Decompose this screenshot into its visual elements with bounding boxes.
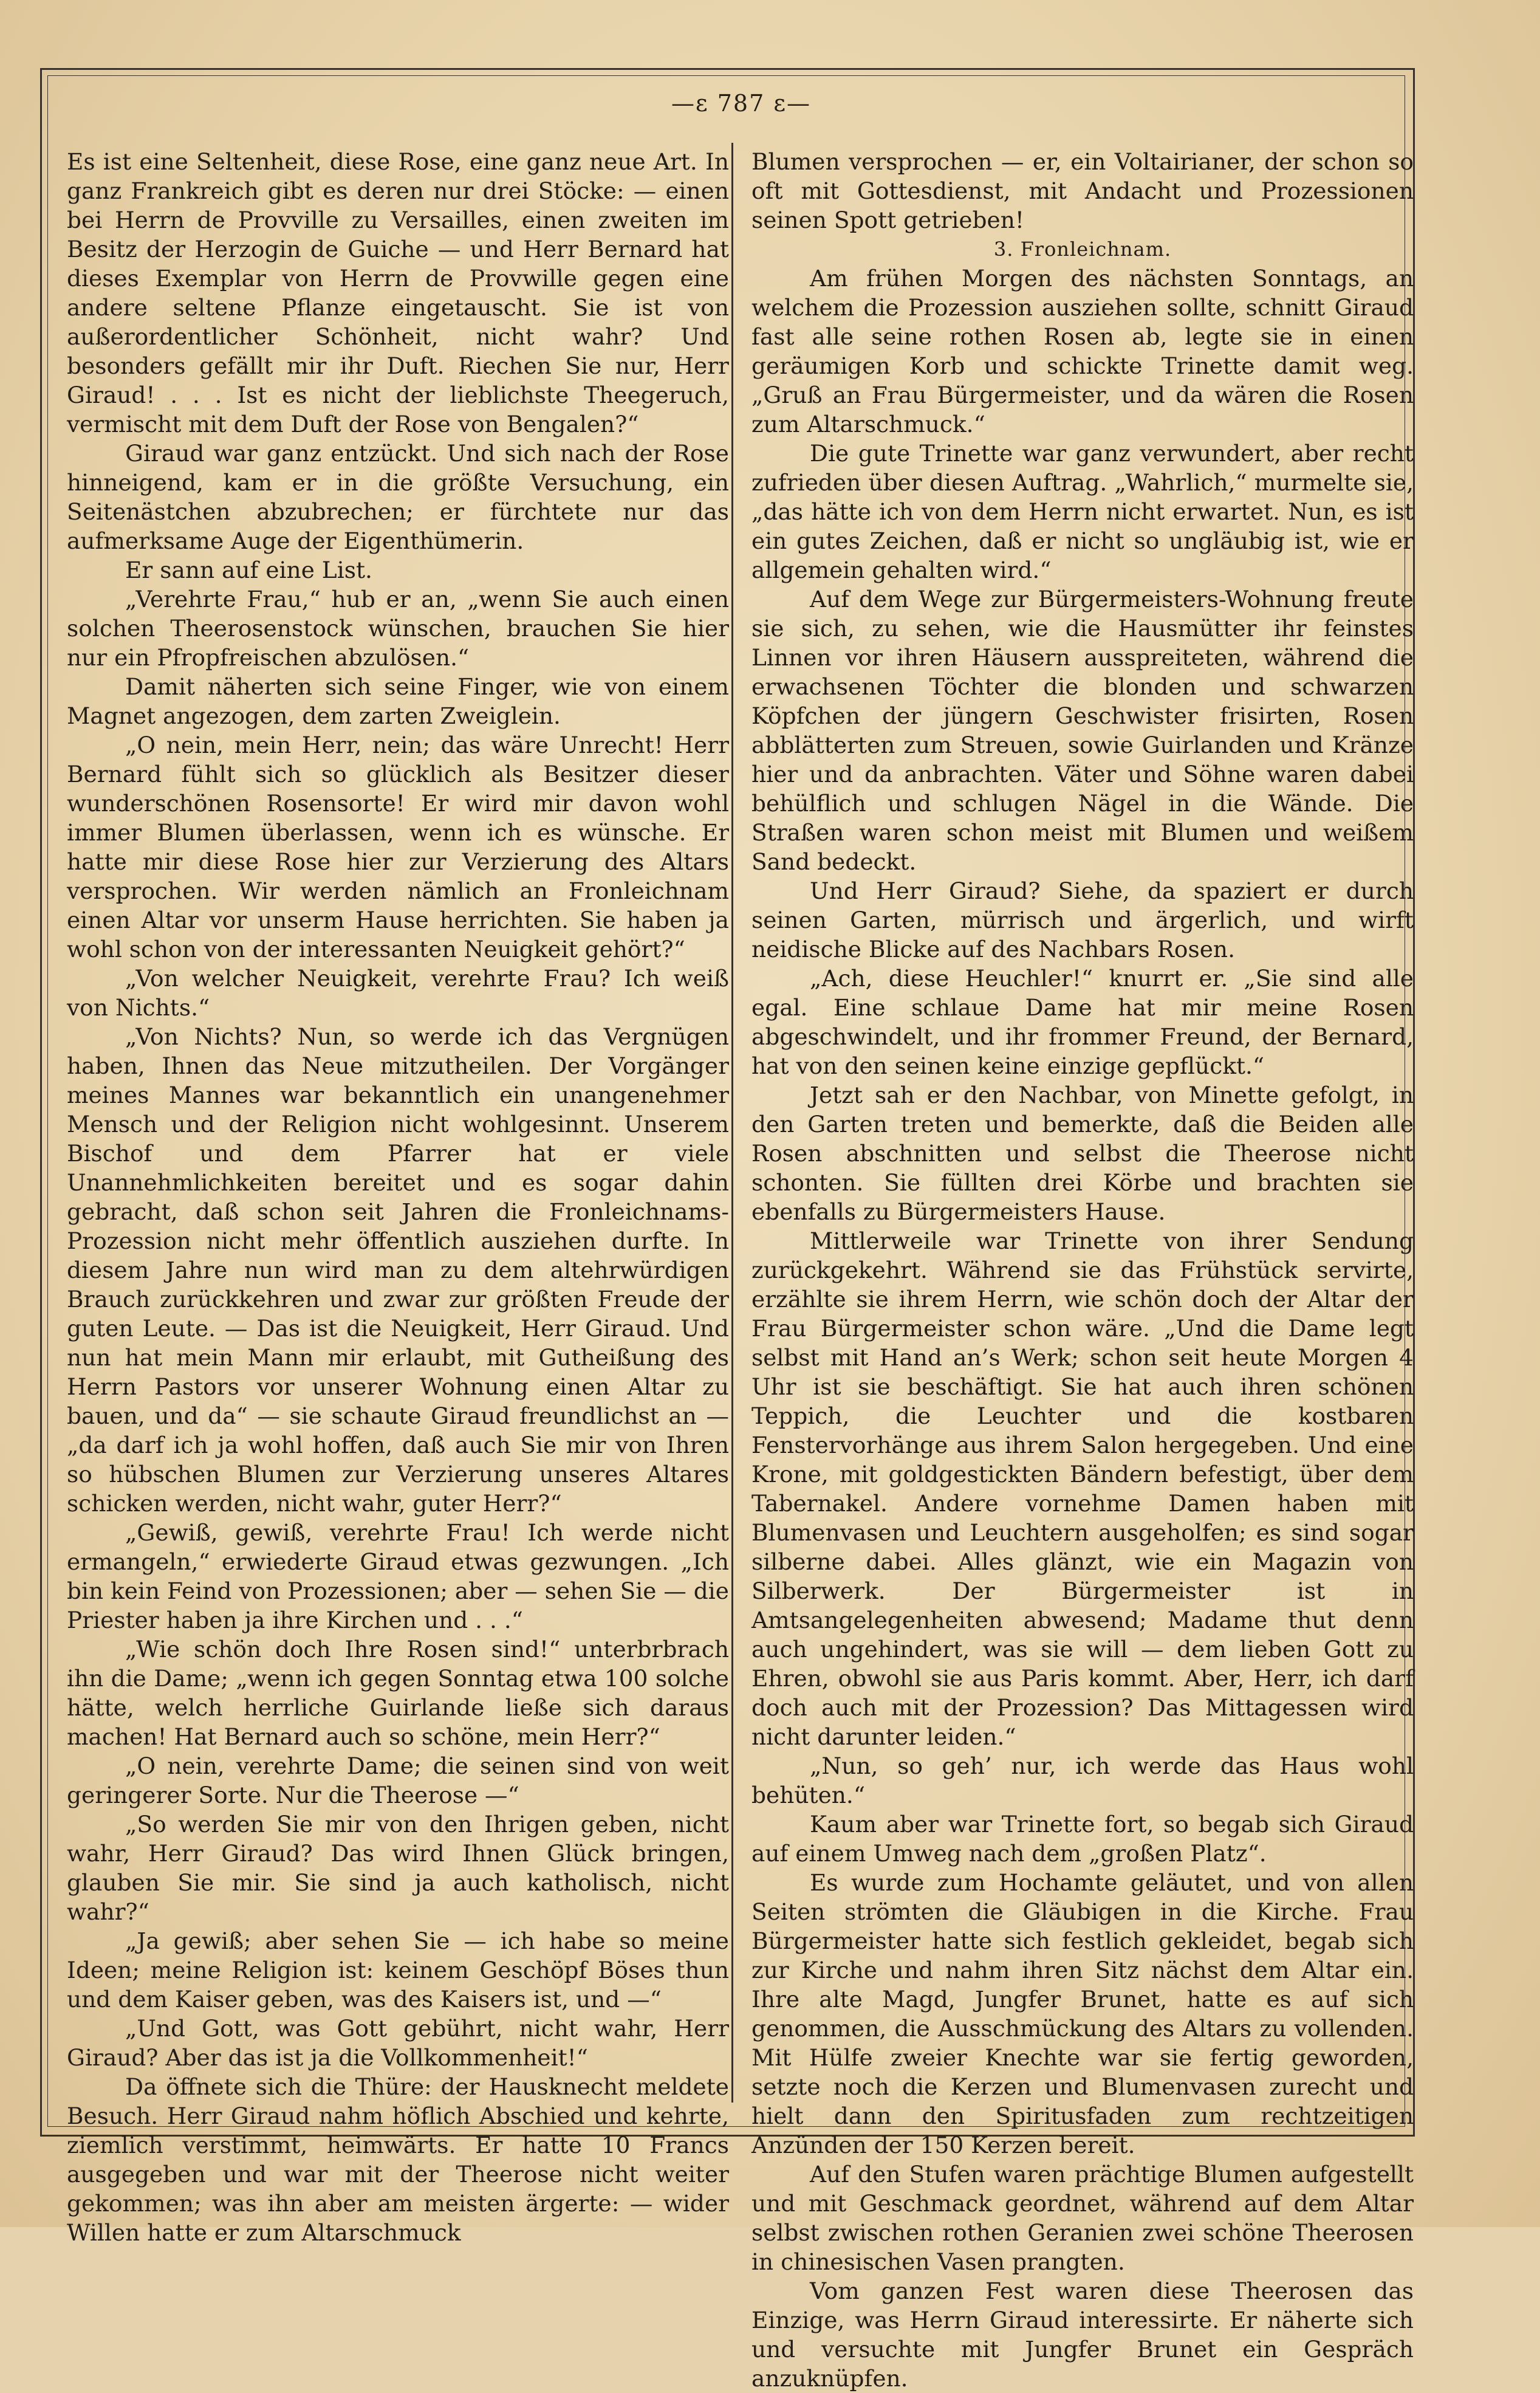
- paragraph: „Nun, so geh’ nur, ich werde das Haus wohl behüten.“: [751, 1753, 1414, 1808]
- paragraph: „Von Nichts? Nun, so werde ich das Vergnügen haben, Ihnen das Neue mitzutheilen. Der Vorgänger meines Mannes war bekanntlich ein unangenehmer Mensch und der Religion nicht wohlgesinnt. Unserem Bischof und dem Pfarrer hat er viele Unannehmlichkeiten bereitet und es sogar dahin gebracht, daß schon seit Jahren die Fronleichnams-Prozession nicht mehr öffentlich ausziehen durfte. In diesem Jahre nun wird man zu dem altehrwürdigen Brauch zurückkehren und zwar zur größten Freude der guten Leute. — Das ist die Neuigkeit, Herr Giraud. Und nun hat mein Mann mir erlaubt, mit Gutheißung des Herrn Pastors vor unserer Wohnung einen Altar zu bauen, und da“ — sie schaute Giraud freundlichst an — „da darf ich ja wohl hoffen, daß auch Sie mir von Ihren so hübschen Blumen zur Verzierung unseres Altares schicken werden, nicht wahr, guter Herr?“: [67, 1023, 729, 1517]
- paragraph: „Gewiß, gewiß, verehrte Frau! Ich werde nicht ermangeln,“ erwiederte Giraud etwas gezwungen. „Ich bin kein Feind von Prozessionen; aber — sehen Sie — die Priester haben ja ihre Kirchen und . . .“: [67, 1519, 729, 1633]
- paragraph: Blumen versprochen — er, ein Voltairianer, der schon so oft mit Gottesdienst, mit Andacht und Prozessionen seinen Spott getrieben!: [751, 148, 1414, 233]
- paragraph: Kaum aber war Trinette fort, so begab sich Giraud auf einem Umweg nach dem „großen Platz“.: [751, 1811, 1414, 1867]
- column-divider: [731, 143, 733, 2103]
- paragraph: Er sann auf eine List.: [125, 557, 372, 583]
- right-column: [751, 147, 1414, 2393]
- paragraph: „Verehrte Frau,“ hub er an, „wenn Sie auch einen solchen Theerosenstock wünschen, brauchen Sie hier nur ein Pfropfreischen abzulösen.“: [67, 586, 729, 671]
- paragraph: Giraud war ganz entzückt. Und sich nach der Rose hinneigend, kam er in die größte Versuchung, ein Seitenästchen abzubrechen; er fürchtete nur das aufmerksame Auge der Eigenthümerin.: [67, 440, 729, 554]
- paragraph: Auf dem Wege zur Bürgermeisters-Wohnung freute sie sich, zu sehen, wie die Hausmütter ihr feinstes Linnen vor ihren Häusern ausspreiteten, während die erwachsenen Töchter die blonden und schwarzen Köpfchen der jüngern Geschwister frisirten, Rosen abblätterten zum Streuen, sowie Guirlanden und Kränze hier und da anbrachten. Väter und Söhne waren dabei behülflich und schlugen Nägel in die Wände. Die Straßen waren schon meist mit Blumen und weißem Sand bedeckt.: [751, 586, 1414, 875]
- paragraph: Am frühen Morgen des nächsten Sonntags, an welchem die Prozession ausziehen sollte, schnitt Giraud fast alle seine rothen Rosen ab, legte sie in einen geräumigen Korb und schickte Trinette damit weg. „Gruß an Frau Bürgermeister, und da wären die Rosen zum Altarschmuck.“: [751, 265, 1414, 438]
- paragraph: Die gute Trinette war ganz verwundert, aber recht zufrieden über diesen Auftrag. „Wahrlich,“ murmelte sie, „das hätte ich von dem Herrn nicht erwartet. Nun, es ist ein gutes Zeichen, daß er nicht so ungläubig ist, wie er allgemein gehalten wird.“: [751, 440, 1414, 583]
- paragraph: Da öffnete sich die Thüre: der Hausknecht meldete Besuch. Herr Giraud nahm höflich Abschied und kehrte, ziemlich verstimmt, heimwärts. Er hatte 10 Francs ausgegeben und war mit der Theerose nicht weiter gekommen; was ihn aber am meisten ärgerte: — wider Willen hatte er zum Altarschmuck: [67, 2073, 729, 2246]
- paragraph: Jetzt sah er den Nachbar, von Minette gefolgt, in den Garten treten und bemerkte, daß die Beiden alle Rosen abschnitten und selbst die Theerose nicht schonten. Sie füllten drei Körbe und brachten sie ebenfalls zu Bürgermeisters Hause.: [751, 1082, 1414, 1225]
- paragraph: „Ja gewiß; aber sehen Sie — ich habe so meine Ideen; meine Religion ist: keinem Geschöpf Böses thun und dem Kaiser geben, was des Kaisers ist, und —“: [67, 1928, 729, 2013]
- paragraph: Vom ganzen Fest waren diese Theerosen das Einzige, was Herrn Giraud interessirte. Er näherte sich und versuchte mit Jungfer Brunet ein Gespräch anzuknüpfen.: [751, 2278, 1414, 2392]
- section-heading: 3. Fronleichnam.: [993, 238, 1172, 261]
- paragraph: „Und Gott, was Gott gebührt, nicht wahr, Herr Giraud? Aber das ist ja die Vollkommenheit!“: [67, 2015, 729, 2071]
- paragraph: Mittlerweile war Trinette von ihrer Sendung zurückgekehrt. Während sie das Frühstück servirte, erzählte sie ihrem Herrn, wie schön doch der Altar der Frau Bürgermeister schon wäre. „Und die Dame legt selbst mit Hand an’s Werk; schon seit heute Morgen 4 Uhr ist sie beschäftigt. Sie hat auch ihren schönen Teppich, die Leuchter und die kostbaren Fenstervorhänge aus ihrem Salon hergegeben. Und eine Krone, mit goldgestickten Bändern befestigt, über dem Tabernakel. Andere vornehme Damen haben mit Blumenvasen und Leuchtern ausgeholfen; es sind sogar silberne dabei. Alles glänzt, wie ein Magazin von Silberwerk. Der Bürgermeister ist in Amtsangelegenheiten abwesend; Madame thut denn auch ungehindert, was sie will — dem lieben Gott zu Ehren, obwohl sie aus Paris kommt. Aber, Herr, ich darf doch auch mit der Prozession? Das Mittagessen wird nicht darunter leiden.“: [751, 1227, 1414, 1750]
- paragraph: „O nein, mein Herr, nein; das wäre Unrecht! Herr Bernard fühlt sich so glücklich als Besitzer dieser wunderschönen Rosensorte! Er wird mir davon wohl immer Blumen überlassen, wenn ich es wünsche. Er hatte mir diese Rose hier zur Verzierung des Altars versprochen. Wir werden nämlich an Fronleichnam einen Altar vor unserm Hause herrichten. Sie haben ja wohl schon von der interessanten Neuigkeit gehört?“: [67, 732, 729, 963]
- paragraph: Es ist eine Seltenheit, diese Rose, eine ganz neue Art. In ganz Frankreich gibt es deren nur drei Stöcke: — einen bei Herrn de Provville zu Versailles, einen zweiten im Besitz der Herzogin de Guiche — und Herr Bernard hat dieses Exemplar von Herrn de Provwille gegen eine andere seltene Pflanze eingetauscht. Sie ist von außerordentlicher Schönheit, nicht wahr? Und besonders gefällt mir ihr Duft. Riechen Sie nur, Herr Giraud! . . . Ist es nicht der lieblichste Theegeruch, vermischt mit dem Duft der Rose von Bengalen?“: [67, 148, 729, 438]
- page-number: —ε 787 ε—: [671, 90, 812, 117]
- paragraph: „Ach, diese Heuchler!“ knurrt er. „Sie sind alle egal. Eine schlaue Dame hat mir meine Rosen abgeschwindelt, und ihr frommer Freund, der Bernard, hat von den seinen keine einzige gepflückt.“: [751, 965, 1414, 1079]
- paragraph: „Von welcher Neuigkeit, verehrte Frau? Ich weiß von Nichts.“: [67, 965, 729, 1021]
- paragraph: „Wie schön doch Ihre Rosen sind!“ unterbrbrach ihn die Dame; „wenn ich gegen Sonntag etwa 100 solche hätte, welch herrliche Guirlande ließe sich daraus machen! Hat Bernard auch so schöne, mein Herr?“: [67, 1636, 729, 1750]
- paragraph: „O nein, verehrte Dame; die seinen sind von weit geringerer Sorte. Nur die Theerose —“: [67, 1753, 729, 1808]
- paragraph: Damit näherten sich seine Finger, wie von einem Magnet angezogen, dem zarten Zweiglein.: [67, 673, 729, 729]
- paragraph: Und Herr Giraud? Siehe, da spaziert er durch seinen Garten, mürrisch und ärgerlich, und wirft neidische Blicke auf des Nachbars Rosen.: [751, 877, 1414, 963]
- paragraph: Auf den Stufen waren prächtige Blumen aufgestellt und mit Geschmack geordnet, während auf dem Altar selbst zwischen rothen Geranien zwei schöne Theerosen in chinesischen Vasen prangten.: [751, 2161, 1414, 2275]
- left-column: [67, 147, 729, 2247]
- paragraph: Es wurde zum Hochamte geläutet, und von allen Seiten strömten die Gläubigen in die Kirche. Frau Bürgermeister hatte sich festlich gekleidet, begab sich zur Kirche und nahm ihren Sitz nächst dem Altar ein. Ihre alte Magd, Jungfer Brunet, hatte es auf sich genommen, die Ausschmückung des Altars zu vollenden. Mit Hülfe zweier Knechte war sie fertig geworden, setzte noch die Kerzen und Blumenvasen zurecht und hielt dann den Spiritusfaden zum rechtzeitigen Anzünden der 150 Kerzen bereit.: [751, 1869, 1414, 2158]
- paragraph: „So werden Sie mir von den Ihrigen geben, nicht wahr, Herr Giraud? Das wird Ihnen Glück bringen, glauben Sie mir. Sie sind ja auch katholisch, nicht wahr?“: [67, 1811, 729, 1925]
